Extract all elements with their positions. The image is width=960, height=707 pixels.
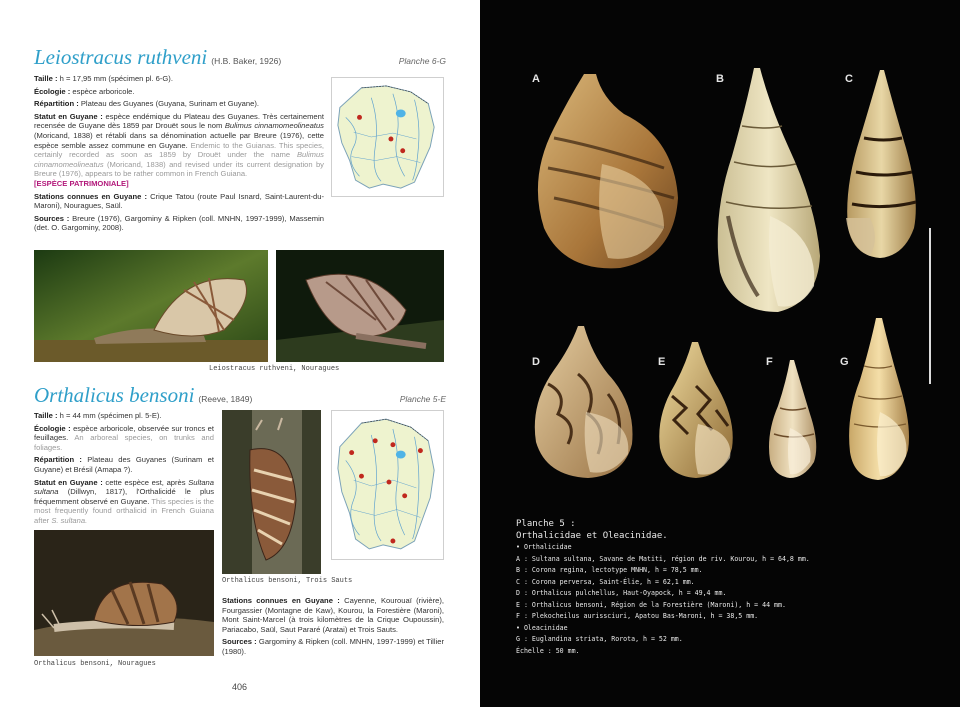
snail-photo-trunk [222, 410, 321, 574]
species-a-caption: Leiostracus ruthveni, Nouragues [209, 365, 340, 373]
heritage-badge: [ESPÈCE PATRIMONIALE] [34, 178, 129, 188]
snail-photo-dark [276, 250, 444, 362]
ecologie-value: espèce arboricole, observée sur troncs et feuillages. [34, 423, 214, 443]
plate-letter-e: E [658, 356, 666, 368]
plate-legend [516, 518, 936, 657]
scale-bar [929, 228, 931, 384]
legend-line: F : Plekocheilus aurissciuri, Apatou Bas-Maroni, h = 38,5 mm. [516, 612, 759, 620]
shell-c-image [840, 68, 922, 260]
shell-e-image [652, 340, 738, 480]
species-b-title [34, 383, 252, 408]
statut-fr-italic: Sultana sultana [34, 477, 214, 497]
plate-letter-c: C [845, 73, 853, 85]
shell-b [708, 66, 826, 316]
statut-fr-1: espèce endémique du Plateau des Guyanes. Très certainement recensée de Guyane dès 1859 par Drouët sous le nom [34, 111, 324, 131]
species-b-caption-2: Orthalicus bensoni, Nouragues [34, 660, 156, 668]
species-a-distribution-map [331, 77, 444, 197]
plate-letter-f: F [766, 356, 773, 368]
shell-b-image [708, 66, 826, 316]
repartition-value: Plateau des Guyanes (Guyana, Surinam et Guyane). [80, 99, 259, 109]
plate-letter-g: G [840, 356, 849, 368]
species-b-description [34, 411, 214, 529]
statut-fr-italic: Bulimus cinnamomeolineatus [224, 121, 324, 131]
stations-label: Stations connues en Guyane : [34, 191, 147, 201]
stations-value: Crique Tatou (route Paul Isnard, Saint-Laurent-du-Maroni), Nouragues, Saül. [34, 191, 324, 211]
ecologie-value: espèce arboricole. [72, 86, 135, 96]
taille-value: h = 44 mm (spécimen pl. 5-E). [59, 411, 162, 420]
sources-label: Sources : [222, 637, 257, 647]
legend-title-2: Orthalicidae et Oleacinidae. [516, 531, 668, 541]
species-b-name: Orthalicus bensoni [34, 383, 195, 407]
legend-line: D : Orthalicus pulchellus, Haut-Oyapock, h = 49,4 mm. [516, 589, 727, 597]
taille-label: Taille : [34, 74, 58, 83]
species-b-distribution-map [331, 410, 444, 560]
taille-value: h = 17,95 mm (spécimen pl. 6-G). [59, 74, 173, 83]
shell-d-image [528, 324, 638, 480]
species-a-description [34, 74, 324, 236]
shell-d [528, 324, 638, 480]
ecologie-en: An arboreal species, on trunks and foliages. [34, 433, 214, 452]
legend-line: • Orthalicidae [516, 543, 572, 551]
repartition-label: Répartition : [34, 455, 82, 465]
statut-en-italic: Bulimus cinnamomeolineatus [34, 150, 324, 169]
shell-a [524, 68, 684, 273]
shell-g [844, 316, 914, 482]
french-guiana-map [332, 411, 443, 559]
species-b-photo-2 [34, 530, 214, 656]
statut-en-italic: S. sultana. [51, 515, 88, 525]
statut-en-1: Endemic to the Guianas. This species, certainly recorded as soon as 1859 by Drouët under the name [34, 140, 324, 160]
snail-photo-leaf [34, 250, 268, 362]
plate-letter-d: D [532, 356, 540, 368]
shell-c [840, 68, 922, 260]
species-a-photo-1 [34, 250, 268, 362]
species-b-author: (Reeve, 1849) [198, 394, 253, 404]
statut-fr-2: (Dillwyn, 1817), l'Orthalicidé le plus fréquemment observé en Guyane. [34, 487, 214, 506]
species-a-name: Leiostracus ruthveni [34, 45, 208, 69]
species-a-photo-2 [276, 250, 444, 362]
statut-fr-2: (Moricand, 1838) et rétabli dans sa dénomination actuelle par Breure (1976), cette espèce semble assez commune en Guyane. [34, 130, 324, 150]
shell-a-image [524, 68, 684, 273]
species-b-planche: Planche 5-E [399, 394, 446, 404]
page-number: 406 [232, 682, 248, 692]
statut-label: Statut en Guyane : [34, 477, 103, 487]
sources-value: Gargominy & Ripken (coll. MNHN, 1997-1999) et Tillier (1980). [222, 637, 444, 656]
repartition-label: Répartition : [34, 99, 79, 109]
species-b-photo-1 [222, 410, 321, 574]
legend-line: • Oleacinidae [516, 623, 568, 632]
legend-line: A : Sultana sultana, Savane de Matiti, région de riv. Kourou, h = 64,8 mm. [516, 554, 810, 563]
taille-label: Taille : [34, 411, 58, 420]
french-guiana-map [332, 78, 443, 196]
species-a-author: (H.B. Baker, 1926) [211, 56, 282, 66]
species-a-planche: Planche 6-G [398, 56, 446, 66]
legend-line: E : Orthalicus bensoni, Région de la Forestière (Maroni), h = 44 mm. [516, 600, 786, 609]
plate-letter-a: A [532, 73, 540, 85]
ecologie-label: Écologie : [34, 86, 71, 96]
right-page-plate [480, 0, 960, 707]
legend-line: G : Euglandina striata, Rorota, h = 52 mm. [516, 635, 683, 643]
statut-fr-1: cette espèce est, après [105, 477, 186, 487]
repartition-value: Plateau des Guyanes (Surinam et Guyane) et Brésil (Amapa ?). [34, 455, 214, 474]
sources-label: Sources : [34, 213, 70, 223]
species-b-stations-block [222, 596, 444, 660]
stations-value: Cayenne, Kourouaï (rivière), Fourgassier (Montagne de Kaw), Kourou, la Forestière (Maroni), Mont Saint-Marcel (à trois kilomètres de la Crique Oupoussin), Pariacabo, Saül, Saut Pararé (Aratai) et Trois Sauts. [222, 596, 444, 634]
legend-line: C : Corona perversa, Saint-Élie, h = 62,1 mm. [516, 577, 695, 586]
snail-photo-branch [34, 530, 214, 656]
legend-line: B : Corona regina, lectotype MNHN, h = 78,5 mm. [516, 566, 703, 574]
statut-label: Statut en Guyane : [34, 111, 103, 121]
legend-title-1: Planche 5 : [516, 519, 576, 529]
sources-value: Breure (1976), Gargominy & Ripken (coll. MNHN, 1997-1999), Massemin (det. O. Gargominy, 2008). [34, 213, 324, 233]
shell-g-image [844, 316, 914, 482]
shell-f-image [764, 358, 820, 480]
statut-en-2: (Moricand, 1838) and revised under its current designation by Breure (1976), appears to be rather common in French Guiana. [34, 159, 324, 179]
ecologie-label: Écologie : [34, 423, 71, 433]
legend-line: Échelle : 50 mm. [516, 646, 580, 655]
species-a-title [34, 45, 281, 70]
shell-f [764, 358, 820, 480]
shell-e [652, 340, 738, 480]
species-b-caption-1: Orthalicus bensoni, Trois Sauts [222, 577, 353, 585]
statut-en-1: This species is the most frequently found orthalicid in French Guiana after [34, 496, 214, 525]
plate-letter-b: B [716, 73, 724, 85]
stations-label: Stations connues en Guyane : [222, 596, 340, 605]
